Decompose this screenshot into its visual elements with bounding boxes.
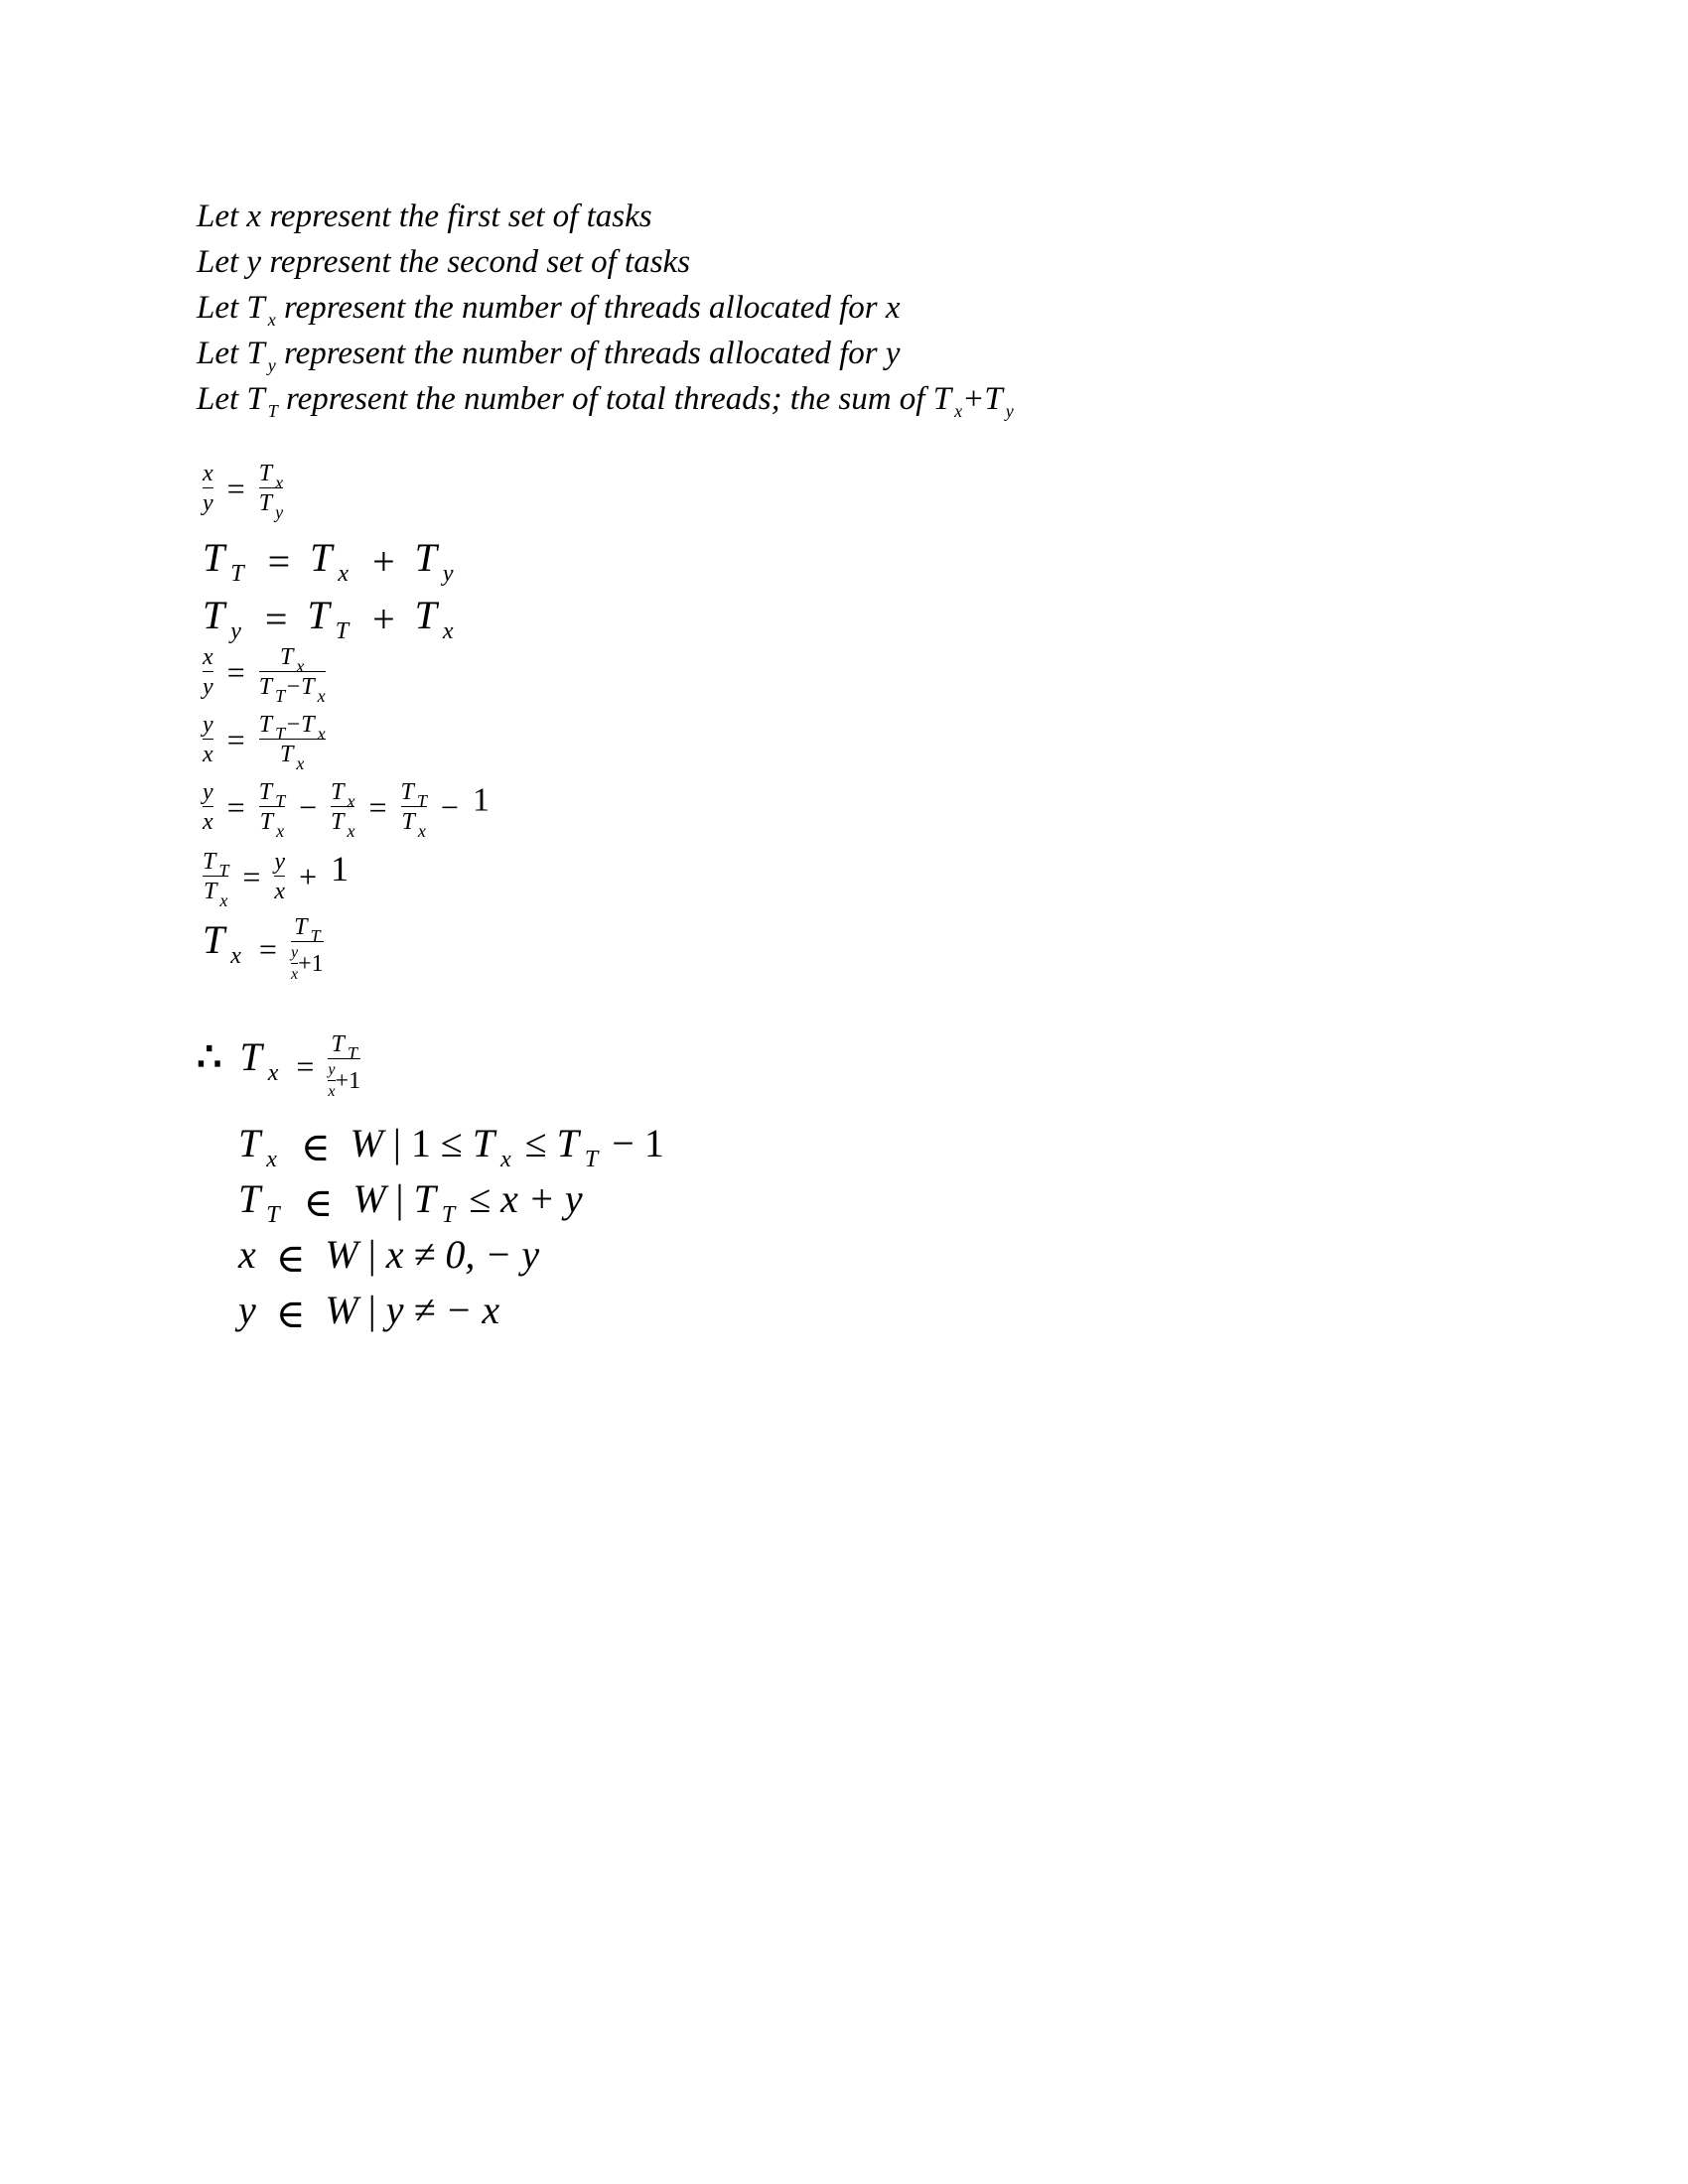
equation-total: T $_T$ = T $_x$ + T $_y$: [203, 535, 454, 587]
equation-therefore: ∴ T $_x$ = T $_T$ $\frac{y}{x}$ + 1: [197, 1031, 361, 1100]
equation-ratio-substituted: $\frac{x}{y}$ = $\frac{T _x}{T _T-T _x}$: [203, 644, 326, 706]
def-tx-sub: x: [267, 310, 276, 330]
def-ty-pre: Let T: [197, 336, 265, 371]
condition-tt: T $_T$ ∈ W | T $_T$ ≤ x + y: [238, 1176, 583, 1228]
def-tt-sub: T: [267, 401, 278, 421]
equation-inverse-ratio: $\frac{y}{x}$ = $\frac{T _T-T _x}{T _x}$: [203, 712, 326, 773]
therefore-symbol: ∴: [197, 1033, 222, 1079]
equation-ty: T $_y$ = T $_T$ + T $_x$: [203, 593, 454, 644]
def-tx-post: represent the number of threads allocated for x: [275, 290, 901, 326]
condition-x: x ∈ W | x ≠ 0, − y: [238, 1232, 540, 1282]
def-tt-plus: +T: [962, 381, 1003, 417]
def-ty-sub: y: [267, 355, 276, 375]
equation-split: $\frac{y}{x}$ = $\frac{T _T}{T _x}$ − $\frac{T _x}{T _x}$ = $\frac{T _T}{T _x}$ − 1: [203, 779, 490, 841]
condition-y: y ∈ W | y ≠ − x: [238, 1288, 500, 1337]
definition-tt: [197, 379, 1014, 423]
def-tt-pre: Let T: [197, 381, 265, 417]
def-ty-post: represent the number of threads allocated for y: [275, 336, 901, 371]
equation-tx-solved: T $_x$ = T $_T$ $\frac{y}{x}$ + 1: [203, 914, 324, 983]
def-tx-pre: Let T: [197, 290, 265, 326]
definition-ty: [197, 334, 901, 377]
fraction-tx-over-ty: $\frac{T _x}{T _y}$: [258, 461, 284, 522]
equation-rearranged: $\frac{T _T}{T _x}$ = $\frac{y}{x}$ + 1: [203, 849, 350, 911]
def-tt-sub3: y: [1005, 401, 1014, 421]
equation-ratio: $\frac{x}{y}$ = $\frac{T _x}{T _y}$: [203, 461, 284, 522]
condition-tx: T $_x$ ∈ W | 1 ≤ T $_x$ ≤ T $_T$ − 1: [238, 1121, 664, 1172]
def-tt-mid: represent the number of total threads; the sum of T: [277, 381, 952, 417]
fraction-x-over-y: $\frac{x}{y}$: [203, 461, 213, 516]
definition-tx: [197, 288, 901, 332]
definition-x: Let x represent the first set of tasks: [197, 199, 652, 234]
definition-y: Let y represent the second set of tasks: [197, 244, 691, 280]
def-tt-sub2: x: [954, 401, 963, 421]
